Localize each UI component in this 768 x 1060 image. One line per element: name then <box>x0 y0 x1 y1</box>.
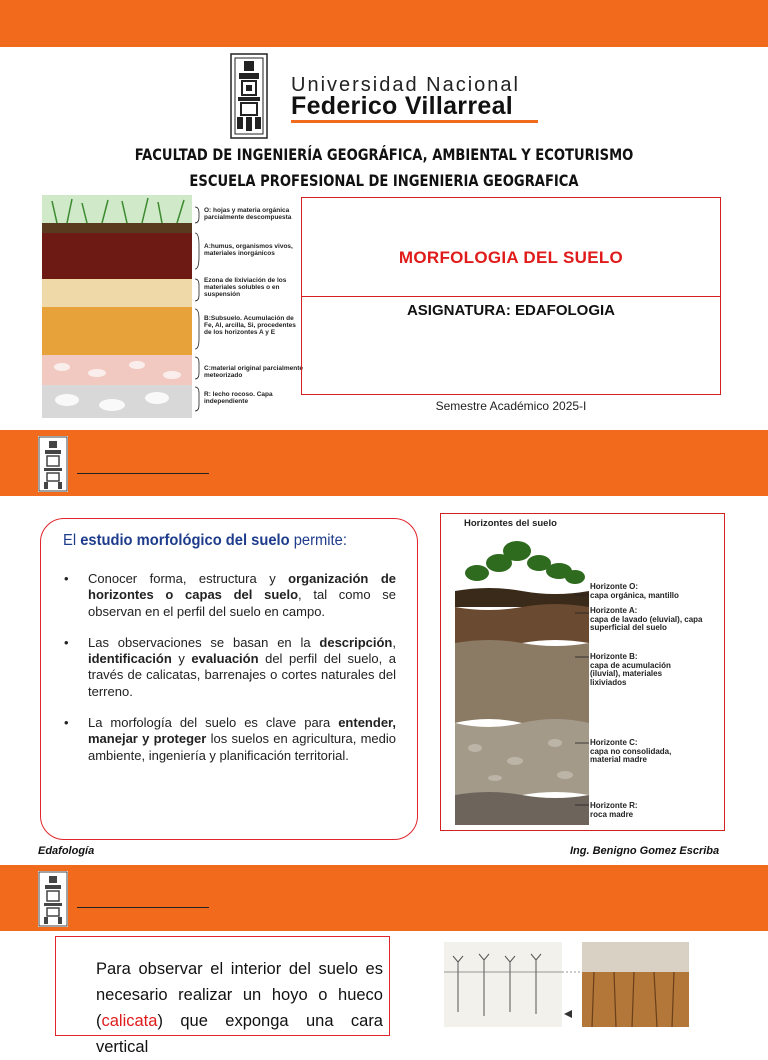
calicata-text: Para observar el interior del suelo es necesario realizar un hoyo o hueco (calicata) que exponga una cara vertical <box>96 960 383 1056</box>
university-crest-icon-small-2 <box>38 871 68 927</box>
list-item: • Las observaciones se basan en la descripción, identificación y evaluación del perfil del suelo, a través de calicatas, barrenajes o cortes naturales del terreno. <box>64 635 396 700</box>
presentation-title: MORFOLOGIA DEL SUELO <box>398 248 624 267</box>
list-item: • Conocer forma, estructura y organización de horizontes o capas del suelo, tal como se observan en el perfil del suelo en campo. <box>64 571 396 620</box>
calicata-illustration <box>444 942 689 1027</box>
soil-horizons-illustration <box>455 533 589 825</box>
university-name-line1: Universidad Nacional <box>291 74 520 96</box>
horizon-o-label: Horizonte O: capa orgánica, mantillo <box>590 582 679 600</box>
university-name-line2: Federico Villarreal <box>291 92 514 120</box>
title-divider <box>301 296 721 297</box>
horizon-r-label: Horizonte R: roca madre <box>590 801 638 819</box>
footer-course: Edafología <box>38 845 95 857</box>
university-name-underline <box>291 120 538 123</box>
soil-caption-c: C:material original parcialmente meteorizado <box>204 365 303 379</box>
subject-label: ASIGNATURA: EDAFOLOGIA <box>406 302 616 319</box>
horizons-figure-title: Horizontes del suelo <box>464 518 557 529</box>
top-orange-bar <box>0 0 768 47</box>
section-orange-bar <box>0 430 768 496</box>
soil-caption-a: A:humus, organismos vivos, materiales inorgánicos <box>204 243 293 257</box>
section-underline <box>77 473 209 474</box>
section-orange-bar-2 <box>0 865 768 931</box>
soil-caption-r: R: lecho rocoso. Capa independiente <box>204 391 273 405</box>
soil-profile-illustration <box>42 195 304 418</box>
section-underline-2 <box>77 907 209 908</box>
school-title: ESCUELA PROFESIONAL DE INGENIERIA GEOGRAFICA <box>189 171 579 190</box>
horizon-b-label: Horizonte B: capa de acumulación (iluvial), materiales lixiviados <box>590 652 671 687</box>
info-bullet-list <box>64 571 396 779</box>
horizon-c-label: Horizonte C: capa no consolidada, material madre <box>590 738 672 764</box>
list-item: • La morfología del suelo es clave para entender, manejar y proteger los suelos en agricultura, medio ambiente, ingeniería y planificación territorial. <box>64 715 396 764</box>
faculty-title: FACULTAD DE INGENIERÍA GEOGRÁFICA, AMBIENTAL Y ECOTURISMO <box>134 145 634 164</box>
soil-caption-b: B:Subsuelo. Acumulación de Fe, Al, arcilla, Si, procedentes de los horizontes A y E <box>204 315 296 336</box>
soil-caption-o: O: hojas y materia orgánica parcialmente descompuesta <box>204 207 292 221</box>
soil-caption-e: Ezona de lixiviación de los materiales solubles o en suspensión <box>204 277 287 298</box>
university-crest-icon <box>230 53 268 139</box>
university-crest-icon-small <box>38 436 68 492</box>
horizon-a-label: Horizonte A: capa de lavado (eluvial), capa superficial del suelo <box>590 606 703 632</box>
info-heading: El estudio morfológico del suelo permite: <box>63 532 347 549</box>
semester-label: Semestre Académico 2025-I <box>435 399 587 413</box>
footer-author: Ing. Benigno Gomez Escriba <box>570 845 720 857</box>
